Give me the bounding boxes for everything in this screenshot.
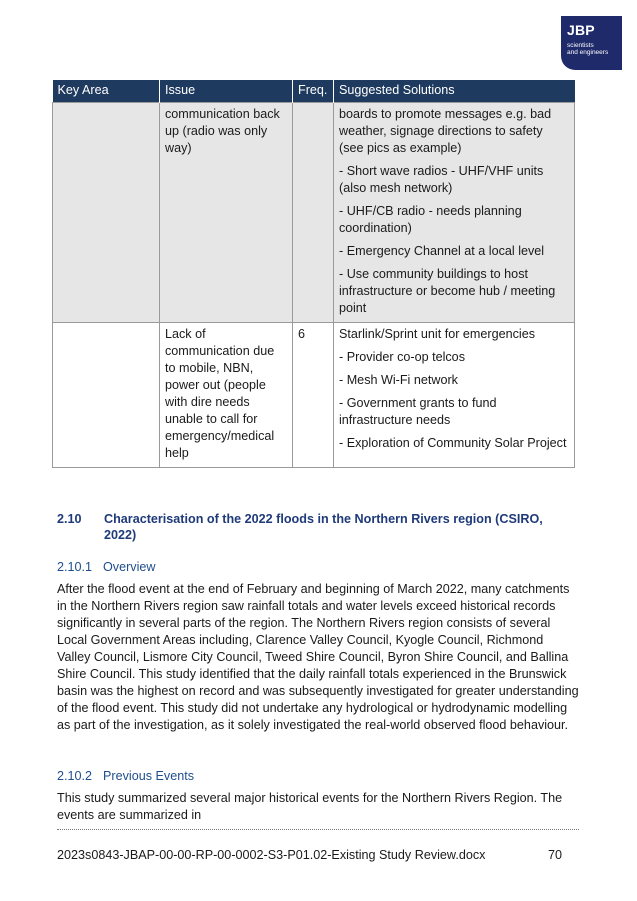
cell-freq [293, 103, 334, 323]
solutions-table [52, 80, 575, 468]
solution-item: - Provider co-op telcos [339, 350, 465, 364]
cell-freq: 6 [293, 323, 334, 468]
section-heading [57, 511, 577, 543]
cell-key-area [53, 103, 160, 323]
section-number: 2.10 [57, 512, 82, 526]
header-freq: Freq. [293, 80, 334, 103]
table-header-row [53, 80, 575, 103]
solution-item: - Short wave radios - UHF/VHF units (also mesh network) [339, 164, 544, 195]
page-number: 70 [547, 848, 562, 862]
cell-solutions [334, 323, 575, 468]
solution-item: Starlink/Sprint unit for emergencies [339, 327, 535, 341]
header-issue: Issue [160, 80, 293, 103]
subsection-number: 2.10.2 [57, 769, 93, 783]
overview-paragraph: After the flood event at the end of February and beginning of March 2022, many catchments in the Northern Rivers region saw rainfall totals and water levels exceed historical records significantly in several parts of the region. The Northern Rivers region consists of several Local Government Areas including, Clarence Valley Council, Kyogle Council, Richmond Valley Council, Lismore City Council, Tweed Shire Council, Byron Shire Council, and Ballina Shire Council. This study identified that the daily rainfall totals experienced in the Brunswick basin was the highest on record and was subsequently investigated for greater understanding of the flood event. This study did not undertake any hydrological or hydrodynamic modelling as part of the investigation, as it solely investigated the real-world observed flood behaviour. [57, 582, 579, 732]
cell-solutions [334, 103, 575, 323]
subsection-heading-overview [57, 559, 155, 575]
solution-item: - Mesh Wi-Fi network [339, 373, 458, 387]
logo-wordmark: JBP [567, 22, 595, 38]
table-row [53, 323, 575, 468]
solution-item: - Emergency Channel at a local level [339, 244, 545, 258]
cell-issue: communication back up (radio was only way) [160, 103, 293, 323]
header-key-area: Key Area [53, 80, 160, 103]
logo-tagline-line2: and engineers [567, 49, 609, 56]
previous-events-paragraph: This study summarized several major historical events for the Northern Rivers Region. The events are summarized in [57, 791, 563, 822]
solution-item: - Exploration of Community Solar Project [339, 436, 567, 450]
logo-tagline [567, 42, 608, 56]
footer-divider [57, 829, 579, 830]
company-logo [561, 16, 622, 70]
subsection-number: 2.10.1 [57, 560, 93, 574]
header-suggested-solutions: Suggested Solutions [334, 80, 575, 103]
cell-issue: Lack of communication due to mobile, NBN, power out (people with dire needs unable to call for emergency/medical help [160, 323, 293, 468]
subsection-heading-previous-events [57, 768, 194, 784]
solution-item: - Use community buildings to host infrastructure or become hub / meeting point [339, 267, 556, 315]
subsection-title: Overview [103, 560, 156, 574]
solution-item: - Government grants to fund infrastructure needs [339, 396, 497, 427]
solution-item: boards to promote messages e.g. bad weather, signage directions to safety (see pics as example) [339, 107, 552, 155]
document-reference: 2023s0843-JBAP-00-00-RP-00-0002-S3-P01.02-Existing Study Review.docx [57, 848, 486, 862]
page-footer [57, 848, 579, 862]
cell-key-area [53, 323, 160, 468]
subsection-title: Previous Events [103, 769, 194, 783]
section-title: Characterisation of the 2022 floods in the Northern Rivers region (CSIRO, 2022) [104, 512, 543, 542]
solution-item: - UHF/CB radio - needs planning coordination) [339, 204, 522, 235]
logo-tagline-line1: scientists [567, 42, 594, 49]
table-row [53, 103, 575, 323]
